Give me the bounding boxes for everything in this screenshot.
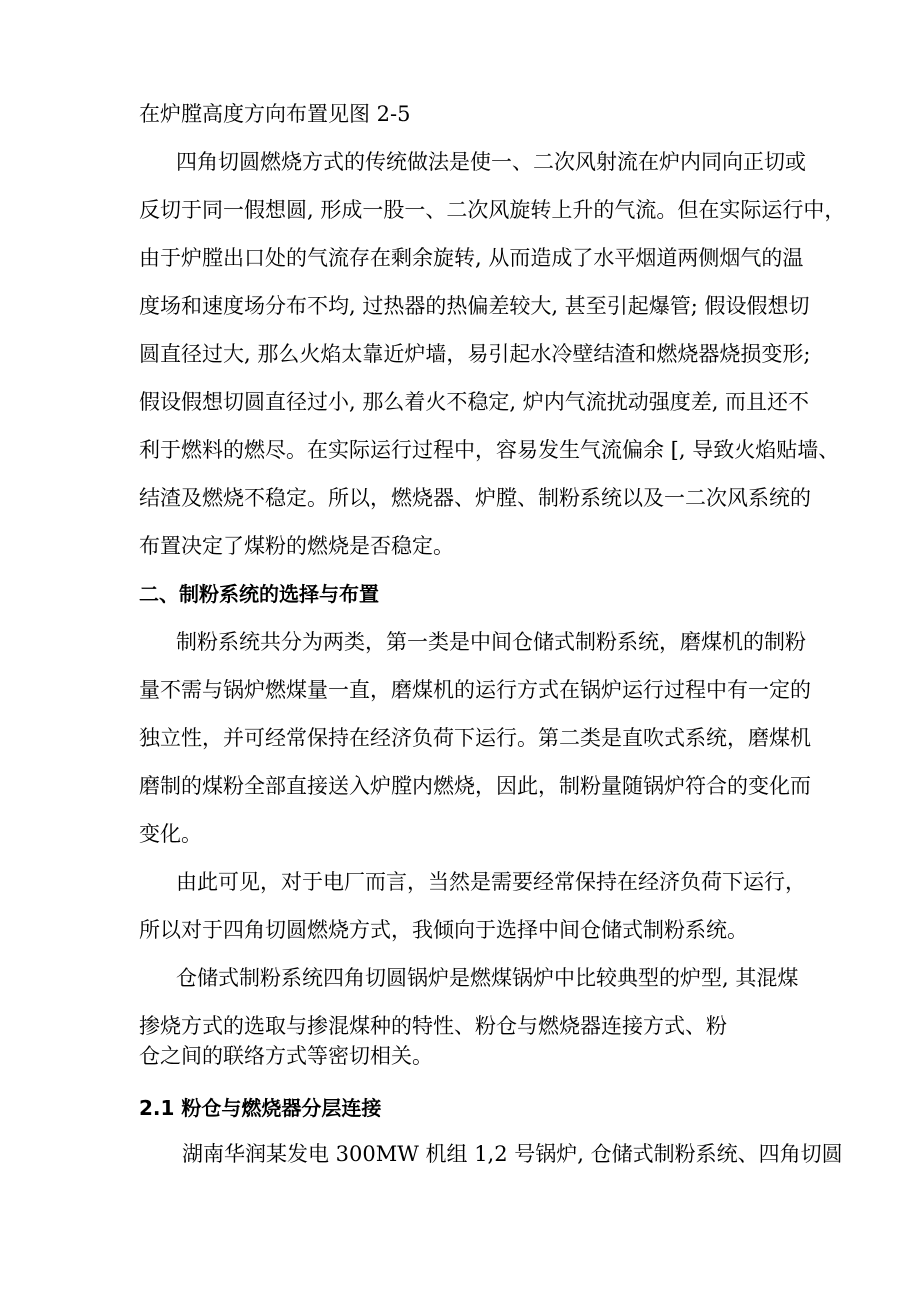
text-line: 掺烧方式的选取与掺混煤种的特性、粉仓与燃烧器连接方式、粉 <box>139 1014 727 1038</box>
text-line: 磨制的煤粉全部直接送入炉膛内燃烧，因此，制粉量随锅炉符合的变化而 <box>139 774 811 798</box>
text-line: 度场和速度场分布不均, 过热器的热偏差较大, 甚至引起爆管; 假设假想切 <box>139 294 810 318</box>
section-heading: 二、制粉系统的选择与布置 <box>139 582 379 606</box>
text-line: 圆直径过大, 那么火焰太靠近炉墙，易引起水冷壁结渣和燃烧器烧损变形; <box>139 342 811 366</box>
paragraph-first-line: 仓储式制粉系统四角切圆锅炉是燃煤锅炉中比较典型的炉型, 其混煤 <box>176 966 799 990</box>
text-line: 仓之间的联络方式等密切相关。 <box>139 1044 433 1068</box>
text-line: 利于燃料的燃尽。在实际运行过程中，容易发生气流偏余 [, 导致火焰贴墙、 <box>139 438 840 462</box>
text-line: 假设假想切圆直径过小, 那么着火不稳定, 炉内气流扰动强度差, 而且还不 <box>139 390 810 414</box>
subsection-heading: 2.1 粉仓与燃烧器分层连接 <box>139 1096 382 1120</box>
text-line: 结渣及燃烧不稳定。所以，燃烧器、炉膛、制粉系统以及一二次风系统的 <box>139 486 811 510</box>
paragraph-first-line: 由此可见，对于电厂而言，当然是需要经常保持在经济负荷下运行， <box>176 870 806 894</box>
text-line: 反切于同一假想圆, 形成一股一、二次风旋转上升的气流。但在实际运行中， <box>139 198 846 222</box>
paragraph-first-line: 四角切圆燃烧方式的传统做法是使一、二次风射流在炉内同向正切或 <box>176 150 806 174</box>
text-line: 所以对于四角切圆燃烧方式，我倾向于选择中间仓储式制粉系统。 <box>139 918 748 942</box>
text-line: 在炉膛高度方向布置见图 2-5 <box>139 102 411 126</box>
text-line: 独立性，并可经常保持在经济负荷下运行。第二类是直吹式系统，磨煤机 <box>139 726 811 750</box>
text-line: 量不需与锅炉燃煤量一直，磨煤机的运行方式在锅炉运行过程中有一定的 <box>139 678 811 702</box>
text-line: 布置决定了煤粉的燃烧是否稳定。 <box>139 534 454 558</box>
text-line: 由于炉膛出口处的气流存在剩余旋转, 从而造成了水平烟道两侧烟气的温 <box>139 246 804 270</box>
paragraph-first-line: 制粉系统共分为两类，第一类是中间仓储式制粉系统，磨煤机的制粉 <box>176 630 806 654</box>
text-line: 变化。 <box>139 822 202 846</box>
paragraph-first-line: 湖南华润某发电 300MW 机组 1,2 号锅炉, 仓储式制粉系统、四角切圆 <box>182 1142 843 1166</box>
